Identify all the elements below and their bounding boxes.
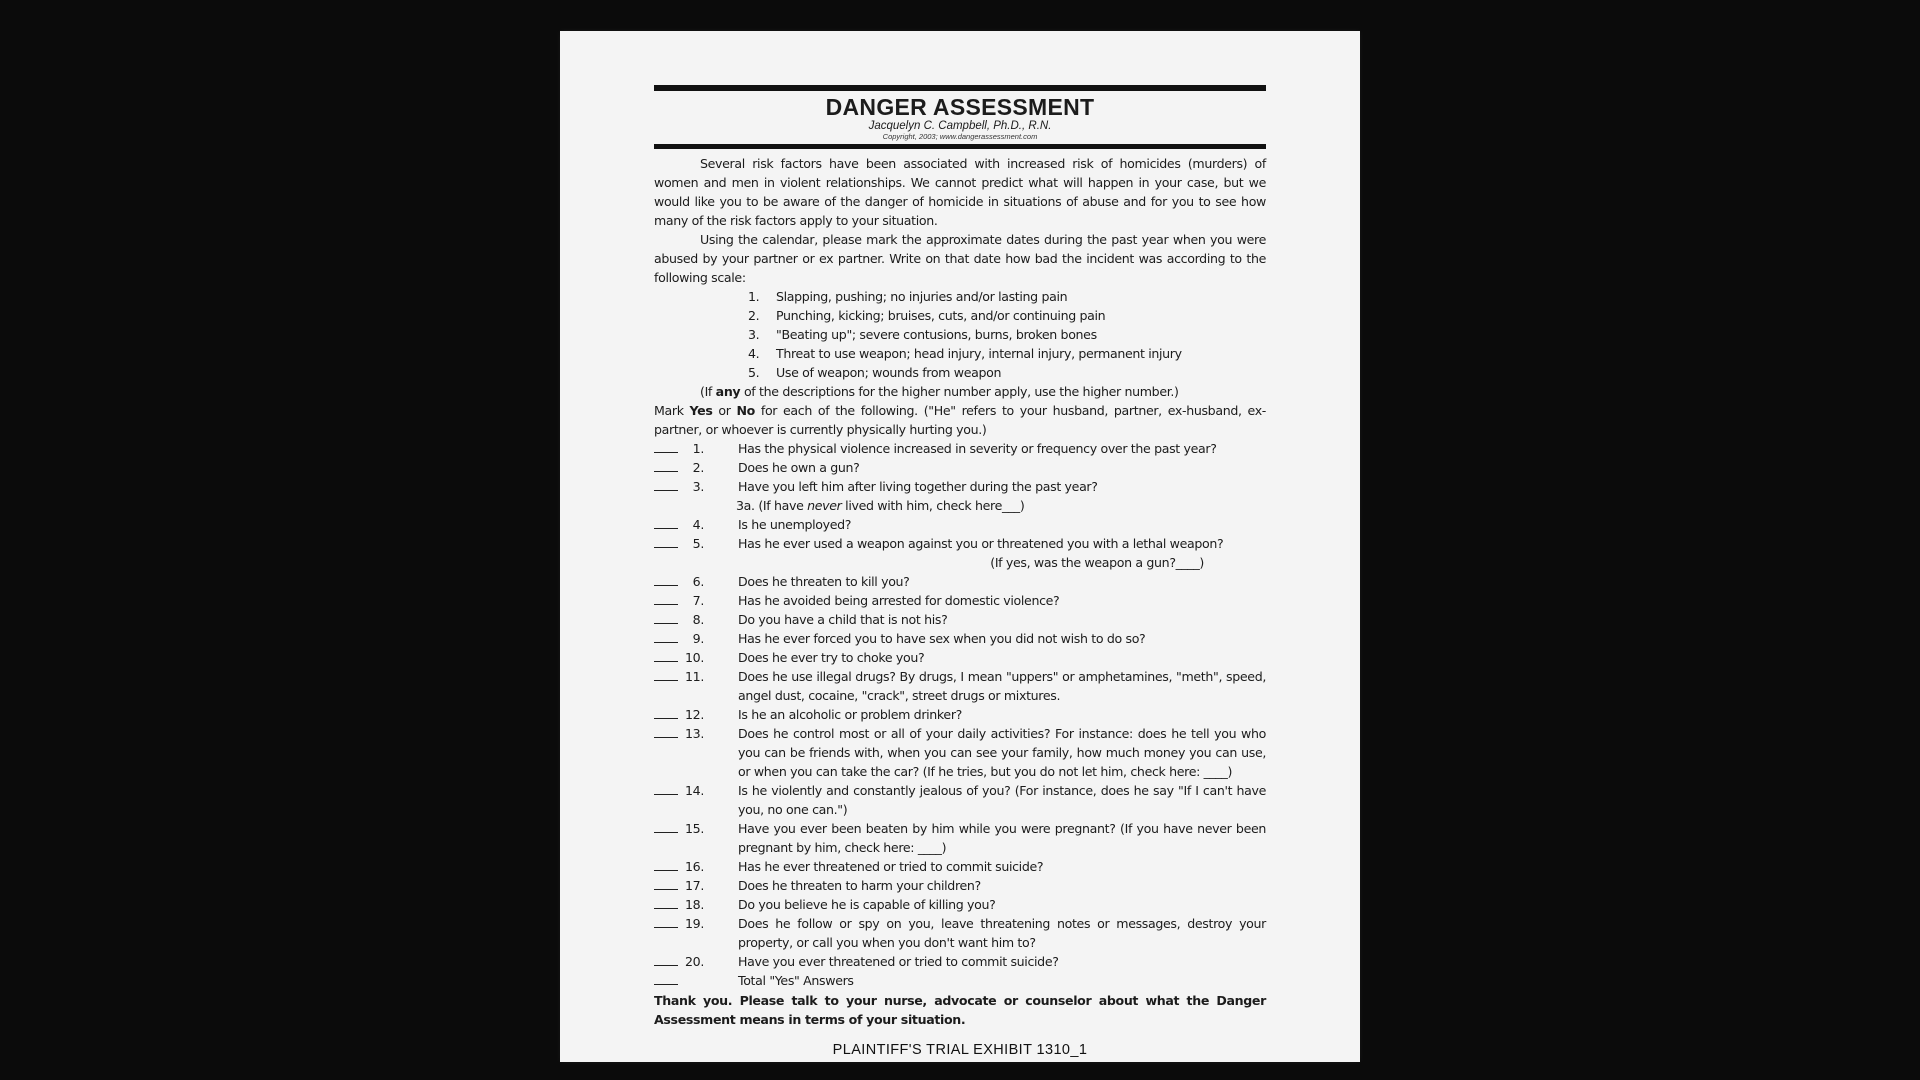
question-10 — [654, 648, 1266, 667]
scale-note-post: of the descriptions for the higher number apply, use the higher number.) — [740, 384, 1179, 399]
question-8 — [654, 610, 1266, 629]
scale-item — [748, 344, 1266, 363]
scale-item — [748, 306, 1266, 325]
question-number: 9. — [692, 631, 704, 646]
question-text: Does he threaten to harm your children? — [738, 878, 981, 893]
answer-blank[interactable] — [654, 724, 678, 738]
question-text: Has he ever used a weapon against you or threatened you with a lethal weapon? — [738, 536, 1224, 551]
question-2 — [654, 458, 1266, 477]
answer-blank[interactable] — [654, 705, 678, 719]
question-text: Do you have a child that is not his? — [738, 612, 948, 627]
scale-text: Threat to use weapon; head injury, internal injury, permanent injury — [776, 346, 1182, 361]
question-4 — [654, 515, 1266, 534]
question-20 — [654, 952, 1266, 971]
question-number: 2. — [692, 460, 704, 475]
instructions-yes: Yes — [689, 403, 713, 418]
closing-note: Thank you. Please talk to your nurse, advocate or counselor about what the Danger Assessment means in terms of your situation. — [654, 993, 1266, 1027]
question-number: 14. — [685, 783, 704, 798]
scale-text: Slapping, pushing; no injuries and/or lasting pain — [776, 289, 1068, 304]
answer-blank[interactable] — [654, 819, 678, 833]
question-text: Have you ever threatened or tried to commit suicide? — [738, 954, 1059, 969]
question-text: Has he ever forced you to have sex when you did not wish to do so? — [738, 631, 1146, 646]
scale-number: 5. — [748, 365, 760, 380]
scale-text: Punching, kicking; bruises, cuts, and/or continuing pain — [776, 308, 1106, 323]
question-text: Have you ever been beaten by him while you were pregnant? (If you have never been pregnant by him, check here: ____) — [738, 821, 1266, 855]
question-text: Has he avoided being arrested for domestic violence? — [738, 593, 1060, 608]
question-12 — [654, 705, 1266, 724]
question-number: 12. — [685, 707, 704, 722]
answer-blank[interactable] — [654, 895, 678, 909]
document-content — [654, 85, 1266, 1029]
answer-blank[interactable] — [654, 591, 678, 605]
question-7 — [654, 591, 1266, 610]
question-number: 17. — [685, 878, 704, 893]
instructions-no: No — [736, 403, 755, 418]
intro-paragraph-2: Using the calendar, please mark the approximate dates during the past year when you were abused by your partner or ex partner. Write on that date how bad the incident was according to the following scale: — [654, 232, 1266, 285]
answer-blank[interactable] — [654, 534, 678, 548]
question-text: Does he own a gun? — [738, 460, 860, 475]
answer-blank[interactable] — [654, 477, 678, 491]
document-copyright: Copyright, 2003; www.dangerassessment.com — [882, 132, 1038, 141]
document-body — [654, 154, 1266, 1029]
question-19 — [654, 914, 1266, 952]
question-11 — [654, 667, 1266, 705]
question-14 — [654, 781, 1266, 819]
answer-blank[interactable] — [654, 572, 678, 586]
scale-note-pre: (If — [700, 384, 716, 399]
answer-blank[interactable] — [654, 952, 678, 966]
question-13 — [654, 724, 1266, 781]
scale-number: 1. — [748, 289, 760, 304]
scale-note — [654, 382, 1266, 401]
exhibit-label: PLAINTIFF'S TRIAL EXHIBIT 1310_1 — [832, 1042, 1088, 1058]
instructions-text-a: Mark — [654, 403, 690, 418]
total-row — [654, 971, 1266, 990]
question-9 — [654, 629, 1266, 648]
answer-blank[interactable] — [654, 515, 678, 529]
question-text: Has he ever threatened or tried to commit suicide? — [738, 859, 1044, 874]
question-text: Has the physical violence increased in severity or frequency over the past year? — [738, 441, 1217, 456]
answer-blank[interactable] — [654, 458, 678, 472]
question-16 — [654, 857, 1266, 876]
question-text: Do you believe he is capable of killing you? — [738, 897, 996, 912]
answer-blank[interactable] — [654, 629, 678, 643]
question-text: Does he ever try to choke you? — [738, 650, 925, 665]
answer-blank[interactable] — [654, 667, 678, 681]
scale-number: 3. — [748, 327, 760, 342]
answer-blank[interactable] — [654, 857, 678, 871]
question-number: 16. — [685, 859, 704, 874]
question-number: 18. — [685, 897, 704, 912]
question-number: 4. — [692, 517, 704, 532]
scale-text: Use of weapon; wounds from weapon — [776, 365, 1002, 380]
question-number: 6. — [692, 574, 704, 589]
instructions-text-c: for each of the following. ("He" refers to your husband, partner, ex-husband, ex-partner, or whoever is currently physically hurting you.) — [654, 403, 1266, 437]
question-3a — [654, 496, 1266, 515]
answer-blank[interactable] — [654, 439, 678, 453]
scale-item — [748, 363, 1266, 382]
question-number: 8. — [692, 612, 704, 627]
question-15 — [654, 819, 1266, 857]
question-text: Does he control most or all of your daily activities? For instance: does he tell you who you can be friends with, when you can see your family, how much money you can use, or when you can take the car? (If he tries, but you do not let him, check here: ____) — [738, 726, 1266, 779]
scale-note-bold: any — [715, 384, 741, 399]
answer-blank[interactable] — [654, 610, 678, 624]
intro-paragraph-1: Several risk factors have been associated with increased risk of homicides (murders) of women and men in violent relationships. We cannot predict what will happen in your case, but we would like you to be aware of the danger of homicide in situations of abuse and for you to see how many of the risk factors apply to your situation. — [654, 156, 1266, 228]
scale-number: 2. — [748, 308, 760, 323]
answer-blank[interactable] — [654, 914, 678, 928]
answer-blank[interactable] — [654, 781, 678, 795]
answer-blank[interactable] — [654, 876, 678, 890]
question-3a-pre: 3a. (If have — [736, 498, 808, 513]
scale-item — [748, 325, 1266, 344]
question-number: 1. — [692, 441, 704, 456]
question-1 — [654, 439, 1266, 458]
question-text: Does he use illegal drugs? By drugs, I mean "uppers" or amphetamines, "meth", speed, angel dust, cocaine, "crack", street drugs or mixtures. — [738, 669, 1266, 703]
header-bottom-rule — [654, 144, 1266, 149]
question-text: Does he follow or spy on you, leave threatening notes or messages, destroy your property, or call you when you don't want him to? — [738, 916, 1266, 950]
instructions-paragraph — [654, 401, 1266, 439]
answer-blank[interactable] — [654, 648, 678, 662]
question-number: 20. — [685, 954, 704, 969]
question-3a-em: never — [807, 498, 842, 513]
question-text: Is he unemployed? — [738, 517, 852, 532]
question-3a-post: lived with him, check here___) — [841, 498, 1025, 513]
scale-item — [748, 287, 1266, 306]
question-text: Is he an alcoholic or problem drinker? — [738, 707, 962, 722]
question-number: 3. — [692, 479, 704, 494]
question-17 — [654, 876, 1266, 895]
question-number: 7. — [692, 593, 704, 608]
document-title: DANGER ASSESSMENT — [825, 94, 1095, 120]
question-18 — [654, 895, 1266, 914]
question-5 — [654, 534, 1266, 553]
question-6 — [654, 572, 1266, 591]
document-author: Jacquelyn C. Campbell, Ph.D., R.N. — [868, 120, 1052, 132]
question-text: Is he violently and constantly jealous of you? (For instance, does he say "If I can't have you, no one can.") — [738, 783, 1266, 817]
question-number: 13. — [685, 726, 704, 741]
question-text: Does he threaten to kill you? — [738, 574, 910, 589]
question-number: 19. — [685, 916, 704, 931]
question-3 — [654, 477, 1266, 496]
question-number: 15. — [685, 821, 704, 836]
scale-text: "Beating up"; severe contusions, burns, broken bones — [776, 327, 1097, 342]
question-number: 11. — [685, 669, 704, 684]
scale-number: 4. — [748, 346, 760, 361]
severity-scale-list — [654, 287, 1266, 382]
instructions-text-b: or — [712, 403, 737, 418]
document-page — [560, 31, 1360, 1062]
question-number: 5. — [692, 536, 704, 551]
header-top-rule — [654, 85, 1266, 91]
question-5-followup: (If yes, was the weapon a gun?____) — [990, 555, 1204, 570]
question-text: Have you left him after living together during the past year? — [738, 479, 1098, 494]
question-number: 10. — [685, 650, 704, 665]
total-blank[interactable] — [654, 971, 678, 985]
total-label: Total "Yes" Answers — [738, 973, 854, 988]
